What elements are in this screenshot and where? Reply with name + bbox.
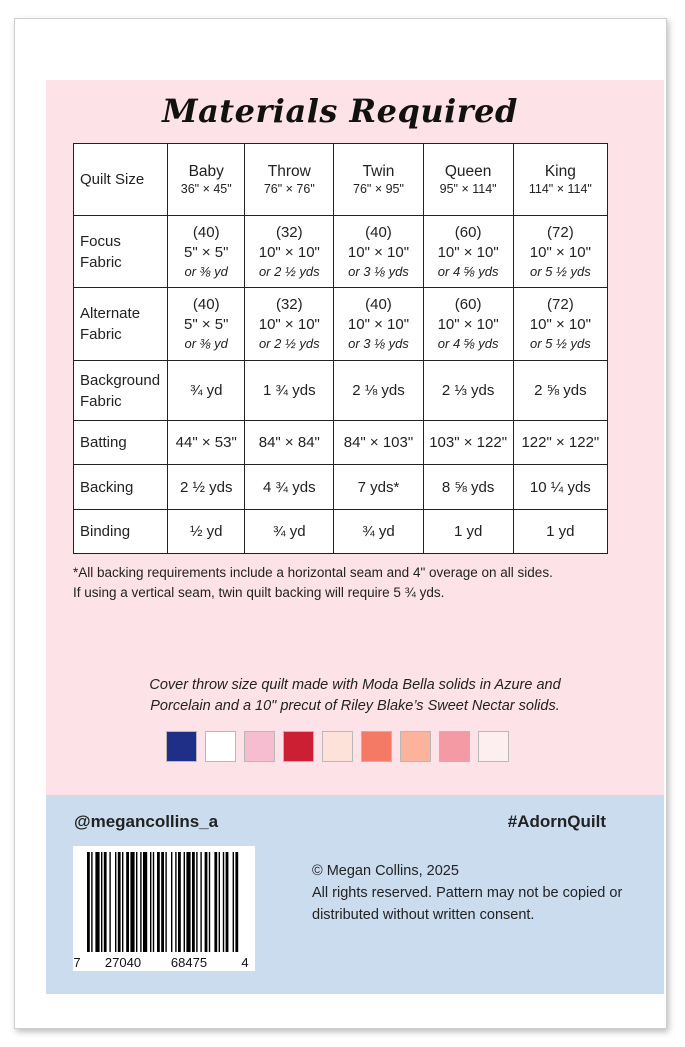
page-title: Materials Required — [162, 92, 518, 130]
hashtag: #AdornQuilt — [507, 812, 606, 831]
focus-fabric-label: Focus Fabric — [74, 216, 168, 288]
table-cell: ¾ yd — [168, 361, 245, 421]
backing-row — [74, 465, 608, 510]
table-cell: (32) 10" × 10" or 2 ½ yds — [245, 216, 334, 288]
barcode — [73, 846, 255, 971]
size-king: King 114" × 114" — [513, 144, 607, 216]
table-cell: ¾ yd — [245, 510, 334, 554]
table-cell: 44" × 53" — [168, 421, 245, 465]
table-cell: 84" × 84" — [245, 421, 334, 465]
barcode-digits: 68475 — [170, 955, 208, 970]
table-cell: 7 yds* — [334, 465, 423, 510]
background-fabric-row — [74, 361, 608, 421]
table-cell: (40) 5" × 5" or ⅜ yd — [168, 216, 245, 288]
table-cell: 4 ¾ yds — [245, 465, 334, 510]
barcode-digits: 27040 — [104, 955, 142, 970]
size-throw: Throw 76" × 76" — [245, 144, 334, 216]
binding-row — [74, 510, 608, 554]
table-cell: (40) 10" × 10" or 3 ⅛ yds — [334, 216, 423, 288]
table-cell: (60) 10" × 10" or 4 ⅝ yds — [423, 216, 513, 288]
table-cell: (40) 10" × 10" or 3 ⅛ yds — [334, 288, 423, 361]
corner-label: Quilt Size — [74, 144, 168, 216]
fabric-swatch — [283, 731, 314, 762]
fabric-swatch — [244, 731, 275, 762]
focus-fabric-row — [74, 216, 608, 288]
fabric-swatch — [205, 731, 236, 762]
fabric-swatch — [322, 731, 353, 762]
fabric-swatch — [478, 731, 509, 762]
table-cell: (32) 10" × 10" or 2 ½ yds — [245, 288, 334, 361]
table-header-row — [74, 144, 608, 216]
copyright-line: © Megan Collins, 2025 — [312, 863, 459, 879]
rights-notice: All rights reserved. Pattern may not be copied or distributed without written consent. — [312, 885, 623, 923]
table-cell: 2 ½ yds — [168, 465, 245, 510]
table-cell: 1 yd — [423, 510, 513, 554]
barcode-digits: 7 — [73, 955, 81, 970]
table-cell: (72) 10" × 10" or 5 ½ yds — [513, 216, 607, 288]
instagram-handle: @megancollins_a — [74, 812, 219, 831]
table-cell: 1 ¾ yds — [245, 361, 334, 421]
table-cell: ¾ yd — [334, 510, 423, 554]
table-cell: 1 yd — [513, 510, 607, 554]
table-cell: ½ yd — [168, 510, 245, 554]
fabric-swatch — [361, 731, 392, 762]
table-cell: 84" × 103" — [334, 421, 423, 465]
fabric-swatch — [166, 731, 197, 762]
cover-quilt-caption: Cover throw size quilt made with Moda Bella solids in Azure and Porcelain and a 10" precut of Riley Blake’s Sweet Nectar solids. — [149, 677, 561, 714]
table-cell: 8 ⅝ yds — [423, 465, 513, 510]
barcode-icon — [73, 846, 255, 971]
table-cell: (72) 10" × 10" or 5 ½ yds — [513, 288, 607, 361]
size-twin: Twin 76" × 95" — [334, 144, 423, 216]
table-cell: 2 ⅛ yds — [334, 361, 423, 421]
table-cell: 122" × 122" — [513, 421, 607, 465]
backing-footnote: *All backing requirements include a horizontal seam and 4" overage on all sides. If using a vertical seam, twin quilt backing will require 5 ¾ yds. — [73, 565, 553, 600]
fabric-swatch — [400, 731, 431, 762]
table-cell: 103" × 122" — [423, 421, 513, 465]
binding-label: Binding — [74, 510, 168, 554]
table-cell: 10 ¼ yds — [513, 465, 607, 510]
barcode-digits: 4 — [241, 955, 249, 970]
size-queen: Queen 95" × 114" — [423, 144, 513, 216]
table-cell: 2 ⅝ yds — [513, 361, 607, 421]
alternate-fabric-label: Alternate Fabric — [74, 288, 168, 361]
batting-row — [74, 421, 608, 465]
backing-label: Backing — [74, 465, 168, 510]
batting-label: Batting — [74, 421, 168, 465]
table-cell: 2 ⅓ yds — [423, 361, 513, 421]
table-cell: (40) 5" × 5" or ⅜ yd — [168, 288, 245, 361]
copyright-block — [312, 860, 632, 926]
size-baby: Baby 36" × 45" — [168, 144, 245, 216]
fabric-swatch — [439, 731, 470, 762]
table-cell: (60) 10" × 10" or 4 ⅝ yds — [423, 288, 513, 361]
alternate-fabric-row — [74, 288, 608, 361]
materials-table — [73, 143, 608, 554]
background-fabric-label: Background Fabric — [74, 361, 168, 421]
